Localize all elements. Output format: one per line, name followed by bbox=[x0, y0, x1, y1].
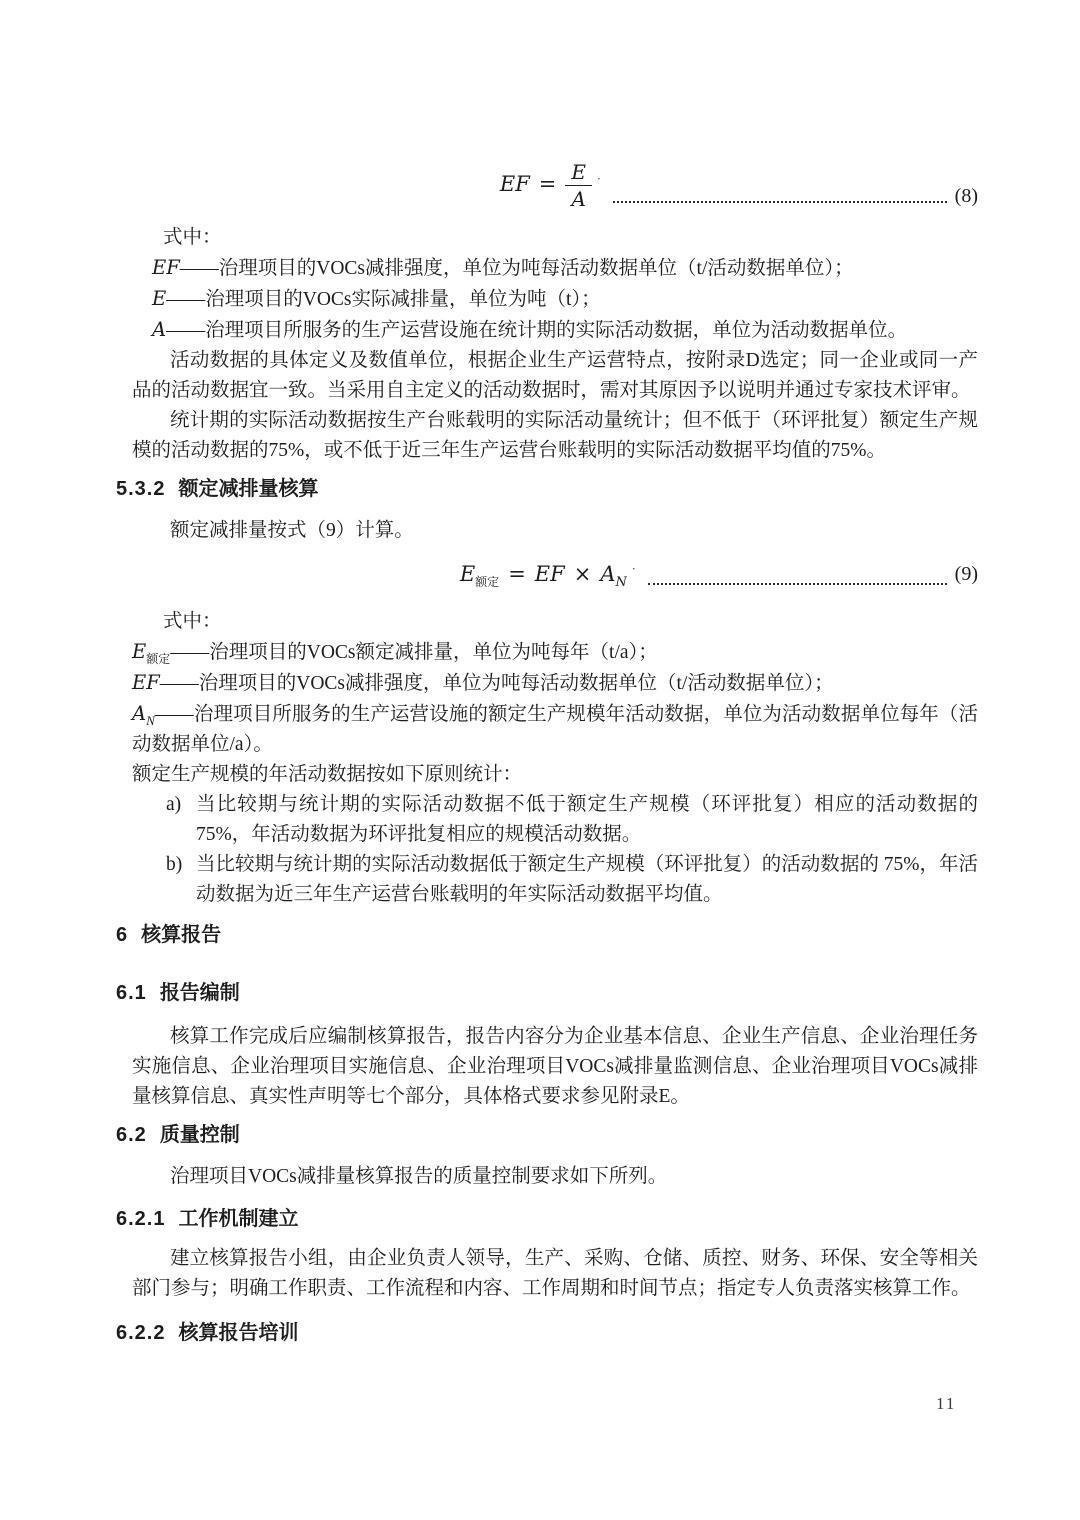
symbol-ef: EF bbox=[152, 256, 180, 279]
formula-9-number: (9) bbox=[954, 563, 978, 585]
section-number: 6.2.1 bbox=[116, 1208, 166, 1230]
list-marker-b: b) bbox=[166, 854, 183, 875]
definition-text: 治理项目的VOCs减排强度，单位为吨每活动数据单位（t/活动数据单位）； bbox=[198, 673, 834, 694]
subscript-n: N bbox=[615, 575, 627, 591]
definition-ef bbox=[132, 668, 978, 699]
section-heading-6-2-1 bbox=[116, 1206, 978, 1232]
fraction-denominator: A bbox=[571, 187, 586, 211]
section-number: 6.1 bbox=[116, 982, 147, 1004]
list-item-text: 当比较期与统计期的实际活动数据低于额定生产规模（环评批复）的活动数据的 75%，年活动数据为近三年生产运营台账载明的年实际活动数据平均值。 bbox=[196, 854, 978, 905]
body-paragraph: 统计期的实际活动数据按生产台账载明的实际活动量统计；但不低于（环评批复）额定生产规模的活动数据的75%，或不低于近三年生产运营台账载明的实际活动数据平均值的75%。 bbox=[132, 410, 978, 461]
times-sign: × bbox=[573, 562, 592, 586]
section-title: 工作机制建立 bbox=[178, 1208, 299, 1230]
formula-8 bbox=[116, 160, 978, 211]
section-heading-6-1 bbox=[116, 980, 978, 1006]
list-lead-in: 额定生产规模的年活动数据按如下原则统计： bbox=[132, 764, 523, 785]
em-dash: —— bbox=[179, 258, 219, 279]
definition-text: 治理项目的VOCs额定减排量，单位为吨每年（t/a）； bbox=[209, 642, 658, 663]
equals-sign: = bbox=[538, 172, 557, 196]
section-number: 6 bbox=[116, 924, 129, 946]
equals-sign: = bbox=[508, 562, 526, 586]
list-item-a bbox=[132, 790, 978, 850]
variable-a: A bbox=[600, 562, 616, 586]
subscript-eding: 额定 bbox=[146, 651, 171, 666]
symbol-a: A bbox=[132, 702, 147, 725]
em-dash: —— bbox=[170, 642, 210, 663]
list-item-text: 当比较期与统计期的实际活动数据不低于额定生产规模（环评批复）相应的活动数据的 75%，年活动数据为环评批复相应的规模活动数据。 bbox=[196, 794, 978, 845]
definition-e bbox=[132, 284, 978, 315]
symbol-ef: EF bbox=[132, 671, 160, 694]
body-paragraph: 额定减排量按式（9）计算。 bbox=[170, 520, 414, 541]
body-paragraph: 活动数据的具体定义及数值单位，根据企业生产运营特点，按附录D选定；同一企业或同一产品的活动数据宜一致。当采用自主定义的活动数据时，需对其原因予以说明并通过专家技术评审。 bbox=[132, 350, 978, 401]
definition-text: 治理项目的VOCs实际减排量，单位为吨（t）； bbox=[205, 289, 601, 310]
section-title: 额定减排量核算 bbox=[178, 478, 319, 500]
section-title: 核算报告培训 bbox=[178, 1322, 299, 1344]
where-label: 式中： bbox=[163, 227, 222, 248]
page-number: 11 bbox=[936, 1394, 957, 1413]
stray-dot: · bbox=[631, 562, 636, 576]
dotted-leader bbox=[613, 201, 947, 203]
symbol-e: E bbox=[132, 640, 147, 663]
formula-9-lhs: E bbox=[459, 562, 476, 586]
fraction bbox=[565, 160, 592, 211]
list-marker-a: a) bbox=[166, 794, 182, 815]
formula-8-expression bbox=[500, 160, 601, 211]
body-paragraph: 治理项目VOCs减排量核算报告的质量控制要求如下所列。 bbox=[170, 1166, 668, 1187]
definition-a bbox=[132, 315, 978, 346]
symbol-e: E bbox=[152, 287, 167, 310]
definition-text: 治理项目的VOCs减排强度，单位为吨每活动数据单位（t/活动数据单位）； bbox=[218, 258, 854, 279]
section-number: 6.2 bbox=[116, 1124, 147, 1146]
formula-9-expression bbox=[460, 554, 636, 589]
definition-ef bbox=[132, 253, 978, 284]
section-number: 5.3.2 bbox=[116, 478, 166, 500]
definition-text: 治理项目所服务的生产运营设施在统计期的实际活动数据，单位为活动数据单位。 bbox=[205, 320, 908, 341]
page-content bbox=[116, 0, 978, 1346]
dotted-leader bbox=[648, 583, 947, 585]
em-dash: —— bbox=[154, 704, 194, 725]
body-paragraph: 核算工作完成后应编制核算报告，报告内容分为企业基本信息、企业生产信息、企业治理任务实施信息、企业治理项目实施信息、企业治理项目VOCs减排量监测信息、企业治理项目VOCs减排量核算信息、真实性声明等七个部分，具体格式要求参见附录E。 bbox=[132, 1026, 978, 1107]
em-dash: —— bbox=[166, 289, 206, 310]
definition-text: 治理项目所服务的生产运营设施的额定生产规模年活动数据，单位为活动数据单位每年（活动数据单位/a）。 bbox=[132, 704, 978, 755]
em-dash: —— bbox=[159, 673, 199, 694]
formula-8-lhs: EF bbox=[499, 172, 530, 196]
em-dash: —— bbox=[166, 320, 206, 341]
where-label: 式中： bbox=[163, 611, 222, 632]
formula-9 bbox=[116, 554, 978, 589]
fraction-numerator: E bbox=[565, 160, 592, 186]
section-title: 报告编制 bbox=[159, 982, 240, 1004]
subscript-n: N bbox=[146, 712, 155, 728]
section-heading-6 bbox=[116, 922, 978, 948]
section-heading-5-3-2 bbox=[116, 476, 978, 502]
symbol-a: A bbox=[152, 318, 167, 341]
section-heading-6-2 bbox=[116, 1122, 978, 1148]
section-heading-6-2-2 bbox=[116, 1320, 978, 1346]
body-paragraph: 建立核算报告小组，由企业负责人领导，生产、采购、仓储、质控、财务、环保、安全等相关部门参与；明确工作职责、工作流程和内容、工作周期和时间节点；指定专人负责落实核算工作。 bbox=[132, 1248, 978, 1299]
list-item-b bbox=[132, 850, 978, 910]
formula-8-number: (8) bbox=[954, 185, 978, 207]
section-title: 核算报告 bbox=[141, 924, 222, 946]
variable-ef: EF bbox=[534, 562, 565, 586]
section-title: 质量控制 bbox=[159, 1124, 240, 1146]
stray-dot: · bbox=[597, 172, 601, 186]
definition-an bbox=[132, 699, 978, 760]
section-number: 6.2.2 bbox=[116, 1322, 166, 1344]
definition-e-rated bbox=[132, 637, 978, 668]
subscript-eding: 额定 bbox=[475, 575, 500, 590]
